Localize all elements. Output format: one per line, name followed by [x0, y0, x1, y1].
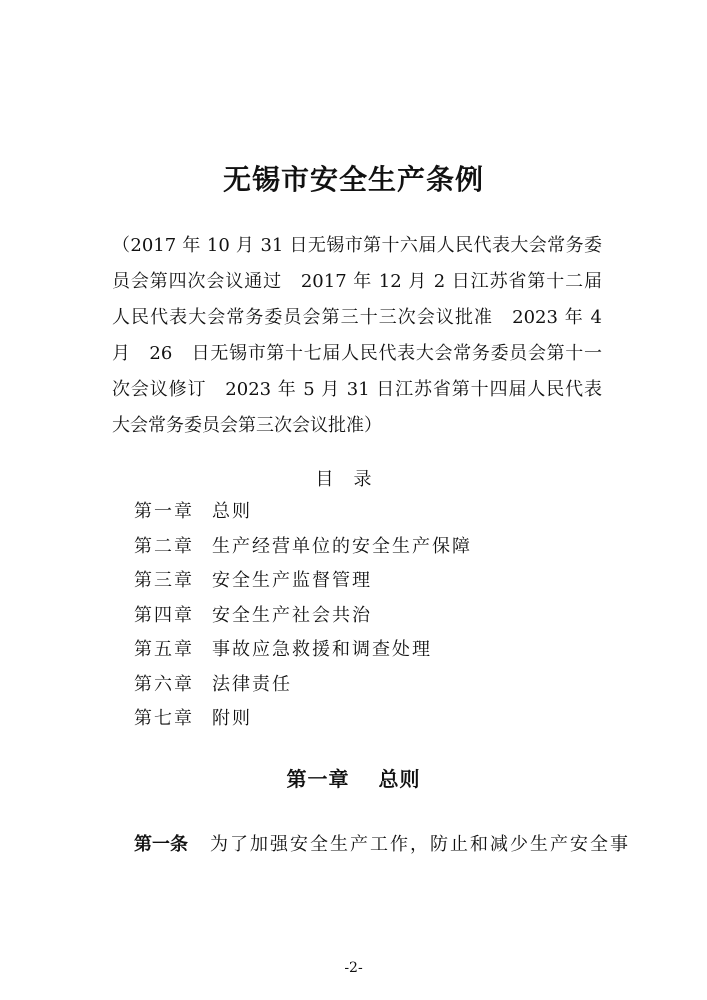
preamble-line: （2017 年 10 月 31 日无锡市第十六届人民代表大会常务委	[112, 235, 602, 256]
preamble-line: 员会第四次会议通过 2017 年 12 月 2 日江苏省第十二届	[112, 271, 602, 292]
toc-item	[134, 535, 594, 570]
preamble-line: 月 26 日无锡市第十七届人民代表大会常务委员会第十一	[112, 343, 602, 364]
toc-chapter-number: 第六章	[134, 673, 194, 695]
toc-chapter-number: 第四章	[134, 604, 194, 626]
toc-chapter-name: 事故应急救援和调查处理	[212, 639, 432, 660]
toc-chapter-name: 附则	[212, 708, 252, 729]
toc-chapter-name: 生产经营单位的安全生产保障	[212, 535, 472, 557]
toc-chapter-number: 第五章	[134, 639, 194, 660]
toc-item	[134, 604, 594, 639]
toc-item	[134, 673, 594, 708]
toc-chapter-name: 安全生产监督管理	[212, 570, 372, 591]
toc-chapter-name: 法律责任	[212, 673, 292, 695]
chapter-heading: 第一章 总则	[286, 767, 421, 791]
toc-chapter-number: 第一章	[134, 501, 194, 522]
article-label: 第一条	[134, 834, 188, 855]
toc-item	[134, 500, 594, 535]
toc-item	[134, 707, 594, 742]
toc-heading: 目录	[315, 469, 392, 490]
preamble	[112, 228, 602, 444]
toc-item	[134, 569, 594, 604]
toc-chapter-number: 第二章	[134, 535, 194, 557]
toc-chapter-number: 第三章	[134, 570, 194, 591]
document-title: 无锡市安全生产条例	[222, 163, 484, 196]
toc-chapter-number: 第七章	[134, 708, 194, 729]
table-of-contents	[134, 500, 594, 742]
page-number: -2-	[344, 960, 363, 976]
article-paragraph	[134, 830, 630, 856]
toc-chapter-name: 总则	[212, 501, 252, 522]
toc-chapter-name: 安全生产社会共治	[212, 604, 372, 626]
toc-item	[134, 638, 594, 673]
preamble-line: 次会议修订 2023 年 5 月 31 日江苏省第十四届人民代表	[112, 379, 602, 400]
article-text: 为了加强安全生产工作，防止和减少生产安全事	[210, 834, 630, 855]
preamble-line: 人民代表大会常务委员会第三十三次会议批准 2023 年 4	[112, 307, 602, 328]
preamble-line: 大会常务委员会第三次会议批准）	[112, 415, 382, 436]
